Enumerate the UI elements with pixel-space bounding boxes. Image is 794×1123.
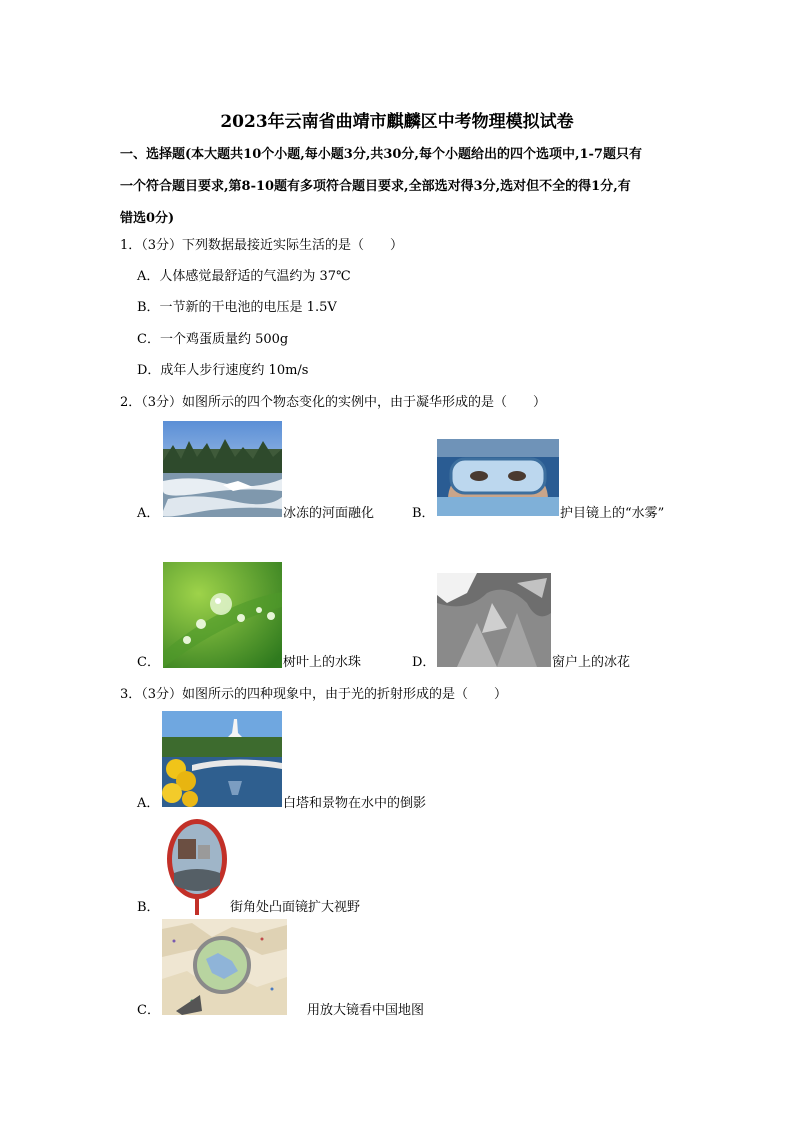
- question-3-option-c-caption: 用放大镜看中国地图: [307, 1003, 425, 1018]
- question-3-option-a-label: A．: [137, 796, 160, 811]
- window-frost-image: [437, 573, 551, 667]
- section-heading-line-1: 一、选择题(本大题共10个小题,每小题3分,共30分,每个小题给出的四个选项中,1-7题只有: [120, 147, 642, 162]
- question-3-stem: 3．（3分）如图所示的四种现象中，由于光的折射形成的是（ ）: [120, 687, 508, 702]
- convex-mirror-image: [164, 815, 230, 915]
- question-1-option-b: B．一节新的干电池的电压是 1.5V: [137, 300, 337, 315]
- question-2-option-b-label: B．: [412, 506, 435, 521]
- section-heading: [120, 139, 680, 235]
- question-1-option-a: A．人体感觉最舒适的气温约为 37℃: [137, 269, 351, 284]
- question-2-option-d-caption: 窗户上的冰花: [552, 655, 631, 670]
- question-3-option-a-caption: 白塔和景物在水中的倒影: [283, 796, 427, 811]
- question-1-stem: 1．（3分）下列数据最接近实际生活的是（ ）: [120, 238, 404, 253]
- question-2-option-d-label: D．: [412, 655, 436, 670]
- magnifier-map-image: [162, 919, 287, 1015]
- leaf-water-drops-image: [163, 562, 282, 668]
- question-1-option-c: C．一个鸡蛋质量约 500g: [137, 332, 289, 347]
- page-title: 2023年云南省曲靖市麒麟区中考物理模拟试卷: [220, 112, 574, 132]
- question-2-stem: 2．（3分）如图所示的四个物态变化的实例中，由于凝华形成的是（ ）: [120, 395, 547, 410]
- goggles-mist-image: [437, 439, 559, 516]
- frozen-river-image: [163, 421, 282, 517]
- question-2-option-c-caption: 树叶上的水珠: [283, 655, 362, 670]
- question-2-option-c-label: C．: [137, 655, 160, 670]
- question-3-option-b-caption: 街角处凸面镜扩大视野: [230, 900, 361, 915]
- question-2-option-b-caption: 护目镜上的“水雾”: [560, 506, 665, 521]
- question-1-option-d: D．成年人步行速度约 10m/s: [137, 363, 309, 378]
- question-3-option-b-label: B．: [137, 900, 160, 915]
- question-3-option-c-label: C．: [137, 1003, 160, 1018]
- section-heading-line-2: 一个符合题目要求,第8-10题有多项符合题目要求,全部选对得3分,选对但不全的得1分,有: [120, 179, 631, 194]
- white-pagoda-reflection-image: [162, 711, 282, 807]
- section-heading-line-3: 错选0分): [120, 211, 175, 226]
- question-2-option-a-caption: 冰冻的河面融化: [283, 506, 375, 521]
- question-2-option-a-label: A．: [137, 506, 160, 521]
